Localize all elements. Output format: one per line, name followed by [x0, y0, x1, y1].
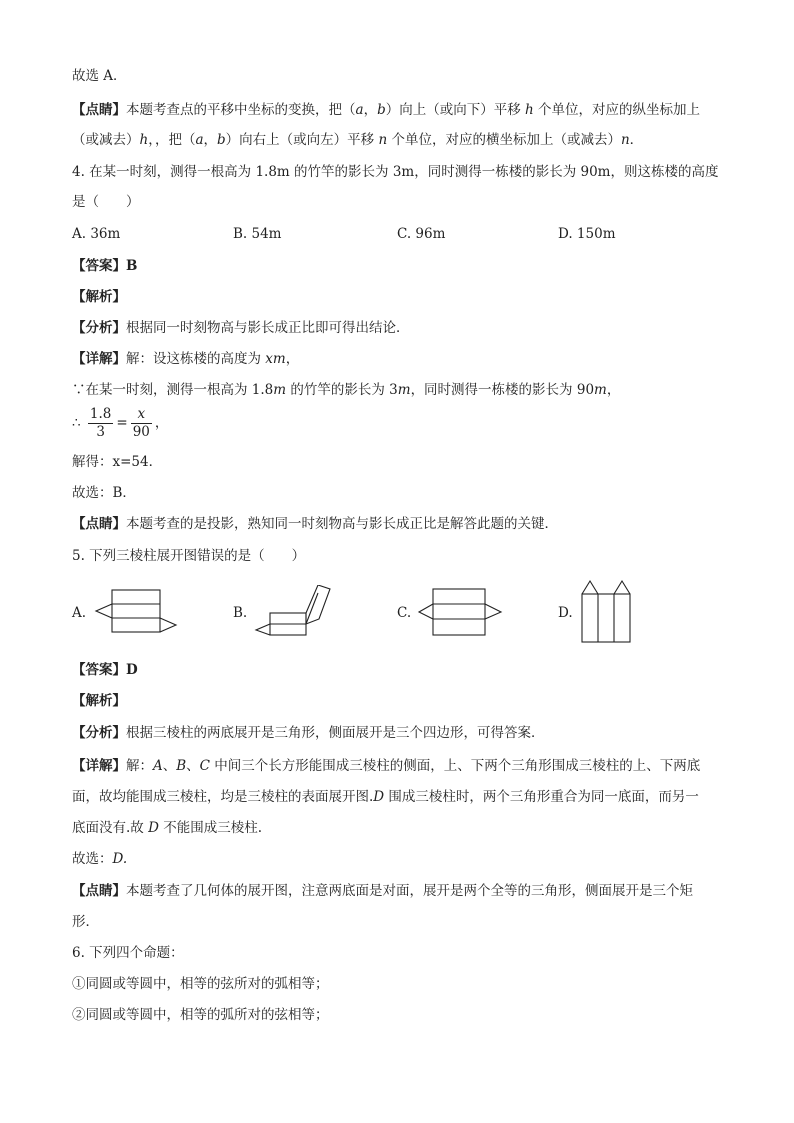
text: ， — [606, 382, 621, 398]
var: C — [199, 758, 211, 774]
text: 中间三个长方形能围成三棱柱的侧面，上、下两个三角形围成三棱柱的上、下两底 — [210, 758, 701, 774]
proposition-2: ②同圆或等圆中，相等的弧所对的弦相等； — [72, 1007, 329, 1023]
text-line — [72, 756, 700, 776]
option-a: A. 36m — [72, 226, 121, 242]
text-line: 故选：B． — [72, 485, 136, 501]
text: 根据三棱柱的两底展开是三角形，侧面展开是三个四边形，可得答案． — [126, 725, 545, 741]
var: m — [397, 382, 411, 398]
tag-xiangjie: 【详解】 — [72, 758, 126, 774]
tag-dianjing: 【点睛】 — [72, 102, 126, 118]
text: ， — [285, 351, 300, 367]
text-line: 故选 A． — [72, 68, 127, 84]
text: 本题考查点的平移中坐标的变换，把（ — [126, 102, 356, 118]
text: 的竹竿的影长为 3 — [286, 382, 398, 398]
analysis-label: 【解析】 — [72, 289, 126, 305]
var: b — [377, 102, 386, 118]
text: 底面没有.故 — [72, 820, 149, 836]
figure-d-label: D. — [558, 605, 573, 621]
text: 解：设这栋楼的高度为 — [126, 351, 266, 367]
text-line — [72, 514, 558, 534]
text-line: 解得：x=54． — [72, 454, 163, 470]
text: ）向右上（或向左）平移 — [225, 132, 379, 148]
proposition-1: ①同圆或等圆中，相等的弦所对的弧相等； — [72, 976, 329, 992]
text: ， — [363, 102, 378, 118]
text: 、 — [162, 758, 177, 774]
text: ． — [629, 132, 644, 148]
text: ， — [203, 132, 218, 148]
equals-sign: = — [116, 415, 128, 431]
text: 本题考查了几何体的展开图，注意两底面是对面，展开是两个全等的三角形，侧面展开是三个矩 — [126, 883, 693, 899]
denominator: 3 — [96, 424, 105, 440]
text-line — [72, 723, 545, 743]
text: 不能围成三棱柱. — [158, 820, 263, 836]
text-line: 形． — [72, 914, 99, 930]
fraction-left — [88, 406, 113, 441]
figure-d-net — [580, 578, 636, 644]
fraction-right — [131, 406, 152, 441]
var: n — [378, 132, 388, 148]
figure-a-net — [90, 588, 180, 636]
text-line — [72, 818, 262, 838]
text: ，，把（ — [148, 132, 196, 148]
text-line — [72, 380, 620, 400]
text-line — [72, 881, 693, 901]
text-line — [72, 349, 299, 369]
text-line — [72, 787, 699, 807]
text: 解： — [126, 758, 153, 774]
var: xm — [265, 351, 286, 367]
figure-c-label: C. — [397, 605, 412, 621]
text-line — [72, 130, 643, 150]
text-line — [72, 318, 410, 338]
figure-b-net — [252, 585, 337, 641]
var: h — [525, 102, 534, 118]
text: 个单位，对应的横坐标加上（或减去） — [387, 132, 621, 148]
text: 根据同一时刻物高与影长成正比即可得出结论． — [126, 320, 410, 336]
var: n — [620, 132, 630, 148]
text: 、 — [186, 758, 200, 774]
text: 本题考查的是投影，熟知同一时刻物高与影长成正比是解答此题的关键． — [126, 516, 558, 532]
text-line — [72, 100, 700, 120]
var: a — [195, 132, 204, 148]
option-c: C. 96m — [397, 226, 446, 242]
var: A — [153, 758, 163, 774]
question-5: 5. 下列三棱柱展开图错误的是（ ） — [72, 548, 306, 564]
var: D — [373, 789, 385, 805]
answer-label: 【答案】D — [72, 662, 138, 678]
denominator: 90 — [132, 424, 150, 440]
equation-line — [72, 405, 168, 441]
tag-fenxi: 【分析】 — [72, 725, 126, 741]
text: ， — [154, 415, 169, 431]
var: m — [594, 382, 607, 398]
var: B — [176, 758, 187, 774]
text: 故选： — [72, 851, 113, 867]
figure-c-net — [415, 587, 505, 639]
therefore-symbol: ∴ — [72, 415, 81, 431]
text: ，同时测得一栋楼的影长为 90 — [410, 382, 595, 398]
option-d: D. 150m — [558, 226, 616, 242]
tag-xiangjie: 【详解】 — [72, 351, 126, 367]
numerator: 1.8 — [89, 406, 112, 422]
var: D — [148, 820, 159, 836]
question-6: 6. 下列四个命题： — [72, 945, 184, 961]
var: a — [355, 102, 364, 118]
figure-b-label: B. — [233, 605, 248, 621]
text: ∵在某一时刻，测得一根高为 1.8 — [72, 382, 274, 398]
question-4: 4. 在某一时刻，测得一根高为 1.8m 的竹竿的影长为 3m，同时测得一栋楼的影长为 90m，则这栋楼的高度 — [72, 164, 719, 180]
var: b — [217, 132, 226, 148]
var: D. — [112, 851, 128, 867]
text-line — [72, 849, 127, 869]
tag-dianjing: 【点睛】 — [72, 516, 126, 532]
figure-a-label: A. — [72, 605, 87, 621]
var: m — [273, 382, 287, 398]
var: h — [139, 132, 149, 148]
text: 面，故均能围成三棱柱，均是三棱柱的表面展开图. — [72, 789, 374, 805]
answer-label: 【答案】B — [72, 258, 138, 274]
question-4-cont: 是（ ） — [72, 194, 140, 210]
tag-dianjing: 【点睛】 — [72, 883, 126, 899]
option-b: B. 54m — [233, 226, 282, 242]
text: （或减去） — [72, 132, 140, 148]
numerator: x — [131, 406, 152, 424]
tag-fenxi: 【分析】 — [72, 320, 126, 336]
text: ）向上（或向下）平移 — [385, 102, 526, 118]
analysis-label: 【解析】 — [72, 693, 126, 709]
text: 围成三棱柱时，两个三角形重合为同一底面，而另一 — [384, 789, 699, 805]
text: 个单位，对应的纵坐标加上 — [533, 102, 701, 118]
